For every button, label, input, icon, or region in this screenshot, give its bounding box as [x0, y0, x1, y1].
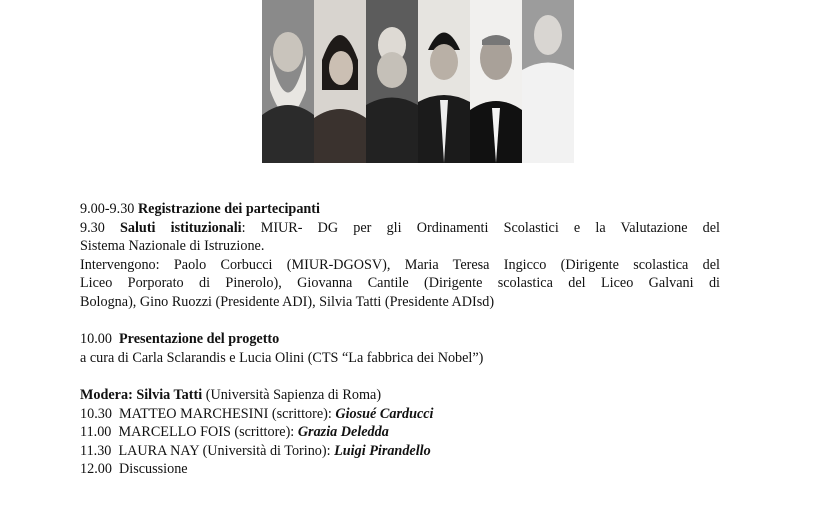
portrait-photo-icon: [522, 0, 574, 163]
portrait-photo-icon: [418, 0, 470, 163]
talk-line: 10.30 MATTEO MARCHESINI (scrittore): Giosué Carducci: [80, 405, 434, 422]
registration-title: Registrazione dei partecipanti: [137, 201, 320, 217]
greetings-title: Saluti istituzionali: [120, 219, 242, 236]
presentation-line: 10.00 Presentazione del progetto: [80, 331, 280, 348]
talk-line: 11.00 MARCELLO FOIS (scrittore): Grazia Deledda: [80, 424, 389, 441]
portrait-photo-icon: [366, 0, 418, 163]
speakers-line-2: Liceo Porporato di Pinerolo), Giovanna Cantile (Dirigente scolastica del Liceo Galvani di: [80, 275, 720, 292]
portrait-photo-icon: [314, 0, 366, 163]
portrait-photo-icon: [470, 0, 522, 163]
portrait-strip: [262, 0, 574, 163]
moderator-line: Modera: Silvia Tatti (Università Sapienza di Roma): [80, 386, 382, 403]
talk-line: 12.00 Discussione: [80, 461, 188, 478]
registration-line: 9.00-9.30 Registrazione dei partecipanti: [80, 201, 320, 217]
presentation-curated: a cura di Carla Sclarandis e Lucia Olini (CTS “La fabbrica dei Nobel”): [80, 349, 484, 366]
program-text: [80, 200, 720, 479]
presentation-title: Presentazione del progetto: [119, 331, 280, 348]
portrait-photo-icon: [262, 0, 314, 163]
speakers-line-3: Bologna), Gino Ruozzi (Presidente ADI), Silvia Tatti (Presidente ADIsd): [80, 293, 495, 310]
speakers-line-1: Intervengono: Paolo Corbucci (MIUR-DGOSV), Maria Teresa Ingicco (Dirigente scolastica del: [80, 256, 720, 273]
greetings-line-2: Sistema Nazionale di Istruzione.: [80, 238, 265, 255]
talk-line: 11.30 LAURA NAY (Università di Torino): Luigi Pirandello: [80, 442, 431, 459]
greetings-line: 9.30 Saluti istituzionali: MIUR- DG per gli Ordinamenti Scolastici e la Valutazione del: [80, 219, 720, 236]
moderator-label: Modera: Silvia Tatti: [80, 386, 203, 403]
